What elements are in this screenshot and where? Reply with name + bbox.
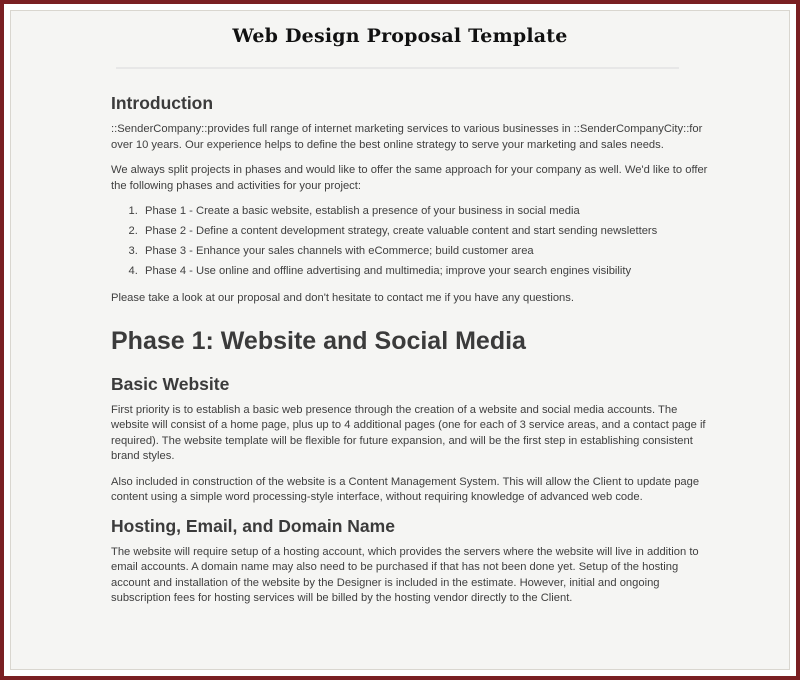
phase-list-item-1: 1. Phase 1 - Create a basic website, establish a presence of your business in social media — [141, 204, 711, 219]
phase-list-item-3: 3. Phase 3 - Enhance your sales channels with eCommerce; build customer area — [141, 244, 711, 259]
phase-list-item-2: 2. Phase 2 - Define a content development strategy, create valuable content and start sending newsletters — [141, 224, 711, 239]
phase1-heading: Phase 1: Website and Social Media — [111, 326, 526, 355]
phase-list-item-4: 4. Phase 4 - Use online and offline advertising and multimedia; improve your search engines visibility — [141, 264, 711, 279]
introduction-closing: Please take a look at our proposal and don't hesitate to contact me if you have any questions. — [111, 292, 574, 304]
basic-website-heading: Basic Website — [111, 373, 230, 394]
basic-website-paragraph-2: Also included in construction of the website is a Content Management System. This will allow the Client to update page content using a simple word processing-style interface, without requiring knowledge of advanced web code. — [111, 475, 700, 503]
introduction-paragraph-2: We always split projects in phases and would like to offer the same approach for your company as well. We'd like to offer the following phases and activities for your project: — [111, 164, 708, 192]
document-title: Web Design Proposal Template — [232, 25, 568, 47]
phases-list — [111, 204, 711, 279]
introduction-heading: Introduction — [111, 93, 214, 113]
title-divider — [116, 67, 679, 69]
introduction-paragraph-1: ::SenderCompany::provides full range of internet marketing services to various businesses in ::SenderCompanyCity::for over 10 years. Our experience helps to define the best online strategy to serve your marketing and sales needs. — [111, 123, 703, 151]
document-page — [10, 10, 790, 670]
hosting-heading: Hosting, Email, and Domain Name — [111, 515, 395, 536]
hosting-paragraph-1: The website will require setup of a hosting account, which provides the servers where the website will live in addition to email accounts. A domain name may also need to be purchased if that has not been done yet. Setup of the hosting account and installation of the website by the Designer is included in the estimate. However, initial and ongoing subscription fees for hosting services will be billed by the hosting vendor directly to the Client. — [111, 545, 699, 604]
basic-website-paragraph-1: First priority is to establish a basic web presence through the creation of a website and social media accounts. The website will consist of a home page, plus up to 4 additional pages (one for each of 3 service areas, and a contact page if required). The website template will be flexible for future expansion, and will be the first step in establishing consistent brand styles. — [111, 403, 706, 462]
document-body — [111, 93, 711, 617]
